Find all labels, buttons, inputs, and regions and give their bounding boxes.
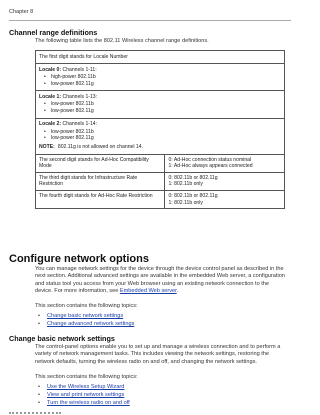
table-row xyxy=(36,64,285,91)
wireless-setup-wizard-link[interactable]: Use the Wireless Setup Wizard xyxy=(47,384,125,390)
locale-0-label: Locale 0: xyxy=(39,66,62,73)
table-cell xyxy=(165,190,285,208)
configure-paragraph-text: You can manage network settings for the device through the device control panel as described in the next section. Additional advanced settings are available in the embedded Web server, a configuration and status tool you access from your Web browser using an existing network connection to the device. For more information, see xyxy=(35,266,285,295)
configure-network-heading: Configure network options xyxy=(9,253,149,265)
table-cell xyxy=(165,154,285,172)
list-item: • low-power 802.11b xyxy=(44,129,281,136)
channel-range-table xyxy=(35,50,285,209)
locale-0-cell xyxy=(36,64,285,91)
locale-2-list xyxy=(39,129,281,142)
table-cell: The third digit stands for Infrastructure Rate Restriction xyxy=(36,172,165,190)
locale-0-list xyxy=(39,74,281,87)
chapter-label: Chapter 8 xyxy=(9,9,34,15)
configure-topics-intro: This section contains the following topics: xyxy=(35,303,138,309)
change-basic-paragraph: The control-panel options enable you to set up and manage a wireless connection and to perform a variety of network management tasks. This includes viewing the network settings, restoring the network defaults, turning the wireless radio on and off, and changing the network settings. xyxy=(35,344,281,365)
cell-line: 0: 802.11b or 802.11g xyxy=(168,192,218,199)
turn-radio-on-off-link[interactable]: Turn the wireless radio on and off xyxy=(47,400,130,406)
list-item xyxy=(38,391,130,399)
configure-topics-list xyxy=(38,312,134,328)
table-cell: The fourth digit stands for Ad-Hoc Rate Restriction xyxy=(36,190,165,208)
locale-2-cell xyxy=(36,118,285,154)
list-item xyxy=(38,320,134,328)
table-row xyxy=(36,172,285,190)
table-cell xyxy=(165,172,285,190)
view-print-settings-link[interactable]: View and print network settings xyxy=(47,392,125,398)
channel-range-intro: The following table lists the 802.11 Wireless channel range definitions. xyxy=(35,38,209,44)
cell-line: 0: Ad-Hoc connection status nominal xyxy=(168,156,252,163)
change-basic-heading: Change basic network settings xyxy=(9,334,115,343)
table-row xyxy=(36,91,285,118)
list-item: • low-power 802.11g xyxy=(44,135,281,142)
table-row xyxy=(36,190,285,208)
table-note xyxy=(39,144,281,151)
change-advanced-settings-link[interactable]: Change advanced network settings xyxy=(47,321,135,327)
locale-1-label: Locale 1: xyxy=(39,93,62,100)
locale-2-label: Locale 2: xyxy=(39,121,62,128)
locale-0-channels: Channels 1-11: xyxy=(61,66,97,73)
header-rule xyxy=(9,20,291,21)
embedded-web-server-link[interactable]: Embedded Web server xyxy=(119,288,177,295)
note-label: NOTE: xyxy=(39,143,55,150)
cut-off-text xyxy=(9,409,69,415)
configure-paragraph-end: . xyxy=(176,288,179,295)
locale-2-channels: Channels 1-14: xyxy=(61,121,98,128)
cell-line: 0: 802.11b or 802.11g xyxy=(168,174,218,181)
list-item: • low-power 802.11g xyxy=(44,81,281,88)
locale-1-cell xyxy=(36,91,285,118)
list-item: • low-power 802.11b xyxy=(44,101,281,108)
configure-paragraph xyxy=(35,266,287,296)
table-cell: The second digit stands for Ad-Hoc Compatibility Mode xyxy=(36,154,165,172)
locale-1-channels: Channels 1-13: xyxy=(61,93,98,100)
basic-topics-intro: This section contains the following topics: xyxy=(35,374,138,380)
list-item xyxy=(38,399,130,407)
channel-range-heading: Channel range definitions xyxy=(9,28,98,37)
list-item xyxy=(38,383,130,391)
change-basic-settings-link[interactable]: Change basic network settings xyxy=(47,313,124,319)
cell-line: 1: 802.11b only xyxy=(168,199,203,206)
table-row xyxy=(36,51,285,64)
list-item xyxy=(38,312,134,320)
basic-topics-list xyxy=(38,383,130,407)
list-item: • low-power 802.11g xyxy=(44,108,281,115)
note-text: 802.11g is not allowed on channel 14. xyxy=(57,143,144,150)
table-row xyxy=(36,118,285,154)
table-row xyxy=(36,154,285,172)
list-item: • high-power 802.11b xyxy=(44,74,281,81)
cell-line: 1: Ad-Hoc always appears connected xyxy=(168,163,253,170)
cell-line: 1: 802.11b only xyxy=(168,181,203,188)
table-header-cell: The first digit stands for Locale Number xyxy=(36,51,285,64)
locale-1-list xyxy=(39,101,281,114)
